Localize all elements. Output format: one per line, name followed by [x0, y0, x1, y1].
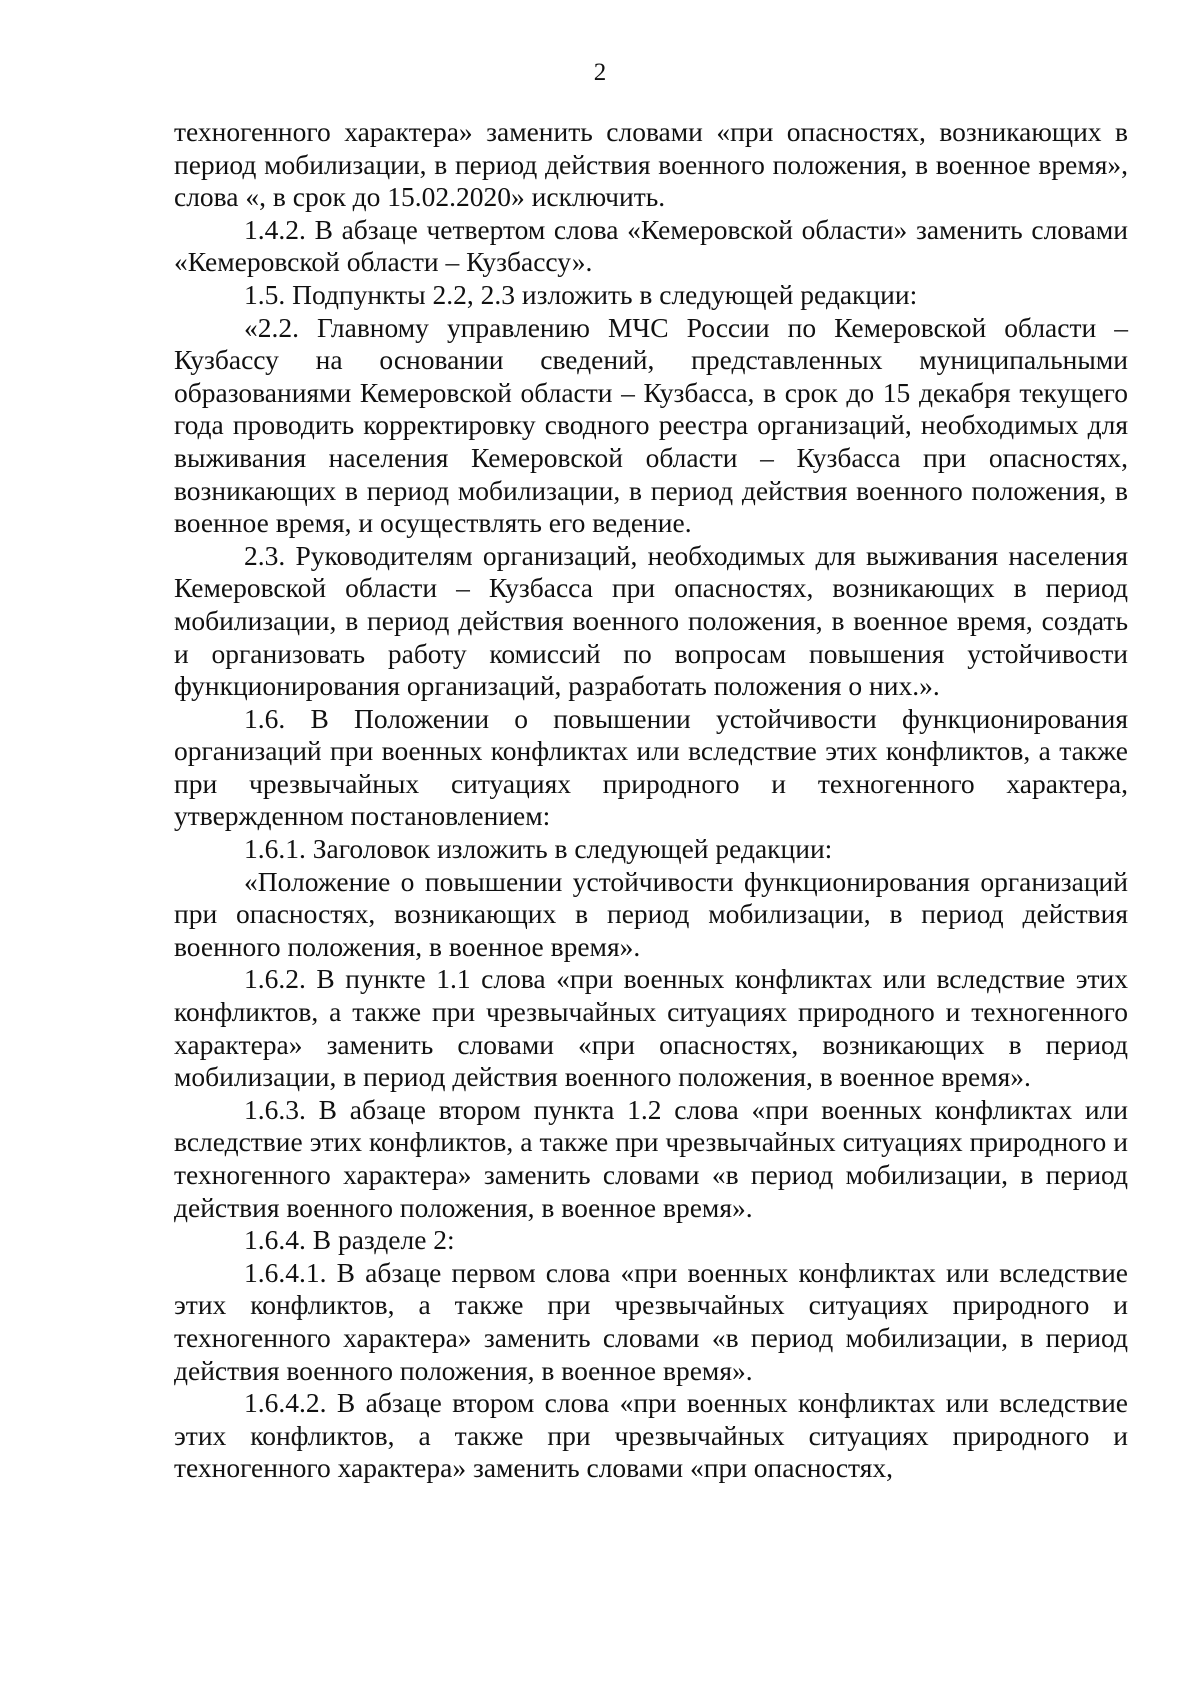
paragraph-2-3: 2.3. Руководителям организаций, необходимых для выживания населения Кемеровской области – Кузбасса при опасностях, возникающих в период мобилизации, в период действия военного положения, в военное время, создать и организовать работу комиссий по вопросам повышения устойчивости функционирования организаций, разработать положения о них.».	[174, 539, 1128, 702]
paragraph-title-quote: «Положение о повышении устойчивости функционирования организаций при опасностях, возникающих в период мобилизации, в период действия военного положения, в военное время».	[174, 865, 1128, 962]
paragraph-1-5: 1.5. Подпункты 2.2, 2.3 изложить в следующей редакции:	[244, 278, 918, 310]
paragraph-1-6-4-2: 1.6.4.2. В абзаце втором слова «при военных конфликтах или вследствие этих конфликтов, а также при чрезвычайных ситуациях природного и техногенного характера» заменить словами «при опасностях,	[174, 1387, 1128, 1484]
document-body	[174, 116, 1128, 1485]
paragraph-1-4-2: 1.4.2. В абзаце четвертом слова «Кемеровской области» заменить словами «Кемеровской области – Кузбассу».	[174, 213, 1128, 278]
paragraph-2-2: «2.2. Главному управлению МЧС России по Кемеровской области – Кузбассу на основании сведений, представленных муниципальными образованиями Кемеровской области – Кузбасса, в срок до 15 декабря текущего года проводить корректировку сводного реестра организаций, необходимых для выживания населения Кемеровской области – Кузбасса при опасностях, возникающих в период мобилизации, в период действия военного положения, в военное время, и осуществлять его ведение.	[174, 311, 1128, 539]
paragraph-1-6-4: 1.6.4. В разделе 2:	[244, 1224, 455, 1256]
paragraph-1-6-1: 1.6.1. Заголовок изложить в следующей редакции:	[244, 833, 833, 865]
paragraph-1-6-4-1: 1.6.4.1. В абзаце первом слова «при военных конфликтах или вследствие этих конфликтов, а также при чрезвычайных ситуациях природного и техногенного характера» заменить словами «в период мобилизации, в период действия военного положения, в военное время».	[174, 1256, 1128, 1386]
paragraph-1-6-3: 1.6.3. В абзаце втором пункта 1.2 слова «при военных конфликтах или вследствие этих конфликтов, а также при чрезвычайных ситуациях природного и техногенного характера» заменить словами «в период мобилизации, в период действия военного положения, в военное время».	[174, 1093, 1128, 1223]
paragraph-1-6-2: 1.6.2. В пункте 1.1 слова «при военных конфликтах или вследствие этих конфликтов, а также при чрезвычайных ситуациях природного и техногенного характера» заменить словами «при опасностях, возникающих в период мобилизации, в период действия военного положения, в военное время».	[174, 963, 1128, 1093]
paragraph-1-6: 1.6. В Положении о повышении устойчивости функционирования организаций при военных конфликтах или вследствие этих конфликтов, а также при чрезвычайных ситуациях природного и техногенного характера, утвержденном постановлением:	[174, 702, 1128, 832]
page-number: 2	[593, 59, 607, 86]
paragraph-continuation: техногенного характера» заменить словами «при опасностях, возникающих в период мобилизации, в период действия военного положения, в военное время», слова «, в срок до 15.02.2020» исключить.	[174, 116, 1128, 213]
